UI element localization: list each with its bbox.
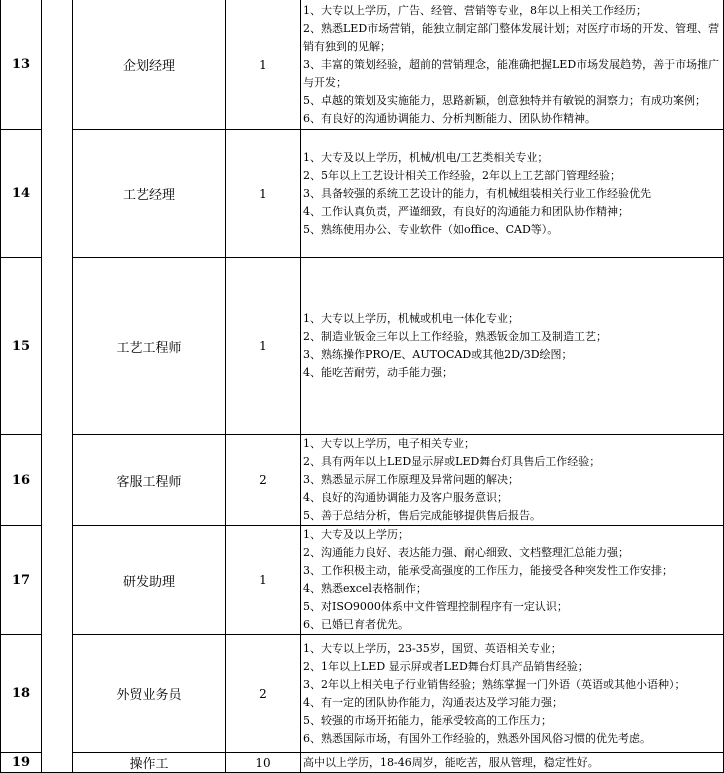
requirement-line: 5、善于总结分析，售后完成能够提供售后报告。 xyxy=(303,509,541,522)
row-number: 18 xyxy=(1,635,42,753)
requirement-line: 4、工作认真负责，严谨细致，有良好的沟通能力和团队协作精神； xyxy=(303,204,629,218)
requirement-line: 4、熟悉excel表格制作； xyxy=(303,582,427,595)
requirement-line: 5、对ISO9000体系中文件管理控制程序有一定认识； xyxy=(303,600,568,613)
job-title: 工艺工程师 xyxy=(73,258,226,435)
requirement-line: 6、有良好的沟通协调能力、分析判断能力、团队协作精神。 xyxy=(303,111,596,125)
requirements-cell xyxy=(301,0,724,130)
row-number: 17 xyxy=(1,526,42,635)
job-row xyxy=(1,635,724,753)
row-number: 14 xyxy=(1,130,42,258)
job-row xyxy=(1,435,724,526)
job-row xyxy=(1,753,724,773)
department-cell xyxy=(42,0,73,130)
job-title: 工艺经理 xyxy=(73,130,226,258)
job-rows xyxy=(1,0,724,773)
department-cell xyxy=(42,130,73,258)
headcount: 10 xyxy=(226,753,301,773)
headcount: 1 xyxy=(226,258,301,435)
department-cell xyxy=(42,753,73,773)
requirement-line: 4、能吃苦耐劳，动手能力强； xyxy=(303,366,453,379)
requirement-line: 3、具备较强的系统工艺设计的能力，有机械组装相关行业工作经验优先 xyxy=(303,186,651,200)
headcount: 1 xyxy=(226,0,301,130)
requirements-cell xyxy=(301,435,724,526)
requirement-line: 5、卓越的策划及实施能力，思路新颖，创意独特并有敏锐的洞察力；有成功案例； xyxy=(303,93,706,107)
requirement-line: 3、熟悉显示屏工作原理及异常问题的解决； xyxy=(303,473,519,486)
row-number: 16 xyxy=(1,435,42,526)
job-title: 客服工程师 xyxy=(73,435,226,526)
row-number: 15 xyxy=(1,258,42,435)
job-row xyxy=(1,258,724,435)
requirements-cell xyxy=(301,635,724,753)
requirement-line: 3、丰富的策划经验，超前的营销理念，能准确把握LED市场发展趋势，善于市场推广与开发； xyxy=(303,57,720,89)
job-title: 操作工 xyxy=(73,753,226,773)
row-number: 13 xyxy=(1,0,42,130)
headcount: 2 xyxy=(226,435,301,526)
department-cell xyxy=(42,526,73,635)
job-title: 外贸业务员 xyxy=(73,635,226,753)
requirement-line: 2、制造业钣金三年以上工作经验，熟悉钣金加工及制造工艺； xyxy=(303,330,607,343)
department-cell xyxy=(42,435,73,526)
job-row xyxy=(1,0,724,130)
requirement-line: 2、熟悉LED市场营销，能独立制定部门整体发展计划；对医疗市场的开发、管理、营销有独到的见解； xyxy=(303,21,720,53)
requirement-line: 2、具有两年以上LED显示屏或LED舞台灯具售后工作经验； xyxy=(303,455,601,468)
requirements-cell xyxy=(301,258,724,435)
requirement-line: 2、5年以上工艺设计相关工作经验，2年以上工艺部门管理经验； xyxy=(303,168,621,182)
job-title: 企划经理 xyxy=(73,0,226,130)
job-row xyxy=(1,130,724,258)
requirement-line: 6、熟悉国际市场，有国外工作经验的，熟悉外国风俗习惯的优先考虑。 xyxy=(303,731,651,745)
requirement-line: 2、1年以上LED 显示屏或者LED舞台灯具产品销售经验； xyxy=(303,659,589,673)
headcount: 1 xyxy=(226,526,301,635)
requirements-cell xyxy=(301,130,724,258)
requirements-cell xyxy=(301,526,724,635)
requirement-line: 1、大专以上学历，机械或机电一体化专业； xyxy=(303,312,519,325)
requirement-line: 1、大专及以上学历，机械/机电/工艺类相关专业； xyxy=(303,150,549,164)
requirement-line: 高中以上学历，18-46周岁，能吃苦，服从管理，稳定性好。 xyxy=(303,756,599,769)
job-title: 研发助理 xyxy=(73,526,226,635)
requirement-line: 1、大专以上学历，广告、经管、营销等专业，8年以上相关工作经历； xyxy=(303,3,647,17)
requirement-line: 4、良好的沟通协调能力及客户服务意识； xyxy=(303,491,508,504)
job-row xyxy=(1,526,724,635)
requirement-line: 2、沟通能力良好、表达能力强、耐心细致、文档整理汇总能力强； xyxy=(303,546,629,559)
headcount: 1 xyxy=(226,130,301,258)
headcount: 2 xyxy=(226,635,301,753)
requirements-cell xyxy=(301,753,724,773)
requirement-line: 3、熟练操作PRO/E、AUTOCAD或其他2D/3D绘图； xyxy=(303,348,573,361)
department-cell xyxy=(42,635,73,753)
requirement-line: 6、已婚已育者优先。 xyxy=(303,618,409,631)
requirement-line: 5、熟练使用办公、专业软件（如office、CAD等）。 xyxy=(303,222,559,236)
department-cell xyxy=(42,258,73,435)
requirement-line: 3、工作积极主动，能承受高强度的工作压力，能接受各种突发性工作安排； xyxy=(303,564,673,577)
requirement-line: 5、较强的市场开拓能力，能承受较高的工作压力； xyxy=(303,713,552,727)
requirement-line: 4、有一定的团队协作能力，沟通表达及学习能力强； xyxy=(303,695,563,709)
requirement-line: 1、大专以上学历，23-35岁，国贸、英语相关专业； xyxy=(303,641,562,655)
requirement-line: 1、大专以上学历，电子相关专业； xyxy=(303,437,475,450)
row-number: 19 xyxy=(1,753,42,773)
requirement-line: 3、2年以上相关电子行业销售经验；熟练掌握一门外语（英语或其他小语种）； xyxy=(303,677,686,691)
requirement-line: 1、大专及以上学历； xyxy=(303,528,409,541)
